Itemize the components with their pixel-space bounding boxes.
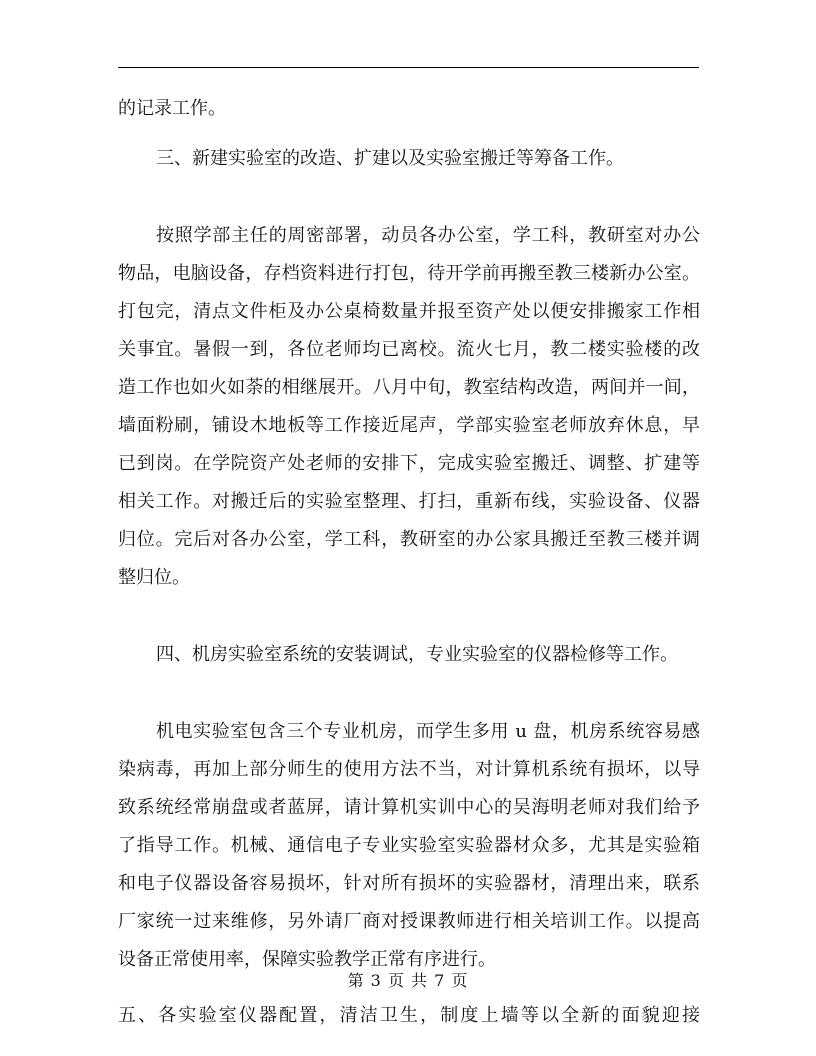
paragraph-line: 按照学部主任的周密部署，动员各办公室，学工科，教研室对办公 xyxy=(156,225,700,246)
section-heading-3: 三、新建实验室的改造、扩建以及实验室搬迁等筹备工作。 xyxy=(156,148,624,169)
page-number: 第 3 页 共 7 页 xyxy=(347,971,469,990)
paragraph-line: 致系统经常崩盘或者蓝屏，请计算机实训中心的吴海明老师对我们给予 xyxy=(118,797,700,818)
paragraph-line: 的记录工作。 xyxy=(118,98,226,119)
header-rule xyxy=(118,67,699,68)
paragraph-line: 打包完，清点文件柜及办公桌椅数量并报至资产处以便安排搬家工作相 xyxy=(118,301,700,322)
section-heading-5: 五、各实验室仪器配置，清洁卫生，制度上墙等以全新的面貌迎接 xyxy=(118,1005,700,1026)
paragraph-line: 造工作也如火如荼的相继展开。八月中旬，教室结构改造，两间并一间， xyxy=(118,377,700,398)
paragraph-line: 关事宜。暑假一到，各位老师均已离校。流火七月，教二楼实验楼的改 xyxy=(118,339,700,360)
paragraph-line: 物品，电脑设备，存档资料进行打包，待开学前再搬至教三楼新办公室。 xyxy=(118,263,700,284)
paragraph-line: 和电子仪器设备容易损坏，针对所有损坏的实验器材，清理出来，联系 xyxy=(118,873,700,894)
paragraph-line: 墙面粉刷，铺设木地板等工作接近尾声，学部实验室老师放弃休息，早 xyxy=(118,415,700,436)
paragraph-line: 了指导工作。机械、通信电子专业实验室实验器材众多，尤其是实验箱 xyxy=(118,835,700,856)
paragraph-line: 染病毒，再加上部分师生的使用方法不当，对计算机系统有损坏，以导 xyxy=(118,759,700,780)
section-heading-4: 四、机房实验室系统的安装调试，专业实验室的仪器检修等工作。 xyxy=(156,644,678,665)
paragraph-line: 机电实验室包含三个专业机房，而学生多用 u 盘，机房系统容易感 xyxy=(156,721,700,742)
paragraph-line: 已到岗。在学院资产处老师的安排下，完成实验室搬迁、调整、扩建等 xyxy=(118,453,700,474)
paragraph-line: 设备正常使用率，保障实验教学正常有序进行。 xyxy=(118,949,496,970)
paragraph-line: 厂家统一过来维修，另外请厂商对授课教师进行相关培训工作。以提高 xyxy=(118,911,700,932)
paragraph-line: 归位。完后对各办公室，学工科，教研室的办公家具搬迁至教三楼并调 xyxy=(118,529,700,550)
paragraph-line: 相关工作。对搬迁后的实验室整理、打扫，重新布线，实验设备、仪器 xyxy=(118,491,700,512)
paragraph-line: 整归位。 xyxy=(118,567,190,588)
